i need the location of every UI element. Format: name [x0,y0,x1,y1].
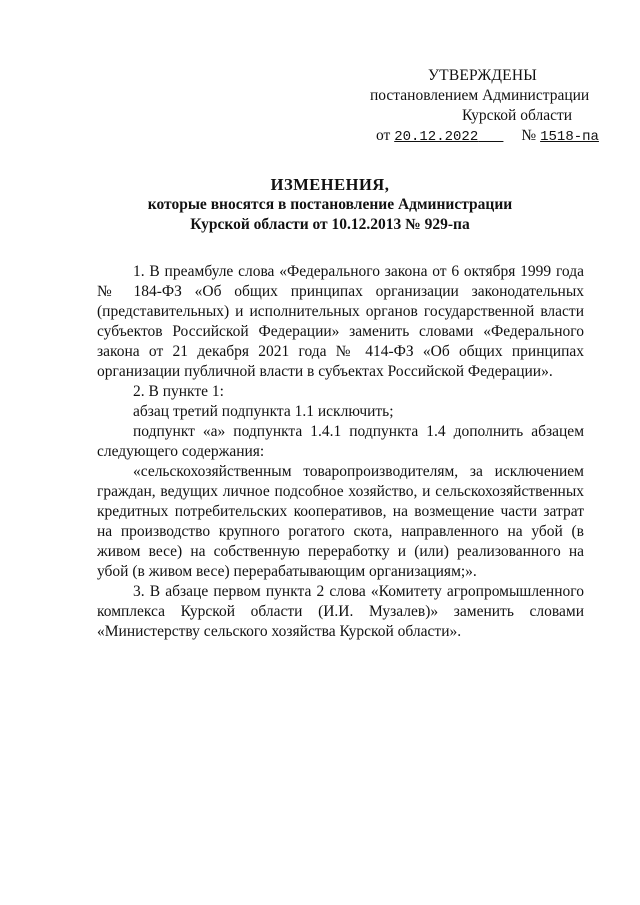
paragraph-5: «сельскохозяйственным товаропроизводителям, за исключением граждан, ведущих личное подсобное хозяйство, и сельскохозяйственных кредитных потребительских кооперативов, на возмещение части затрат на производство крупного рогатого скота, направленного на убой (в живом весе) на собственную переработку и (или) реализованного на убой (в живом весе) перерабатывающим организациям;». [97,463,584,580]
heading-title: ИЗМЕНЕНИЯ, [270,175,390,194]
approval-issuer: постановлением Администрации [370,87,590,104]
approval-title: УТВЕРЖДЕНЫ [428,67,537,84]
approval-number: 1518-па [540,129,599,145]
paragraph-2: 2. В пункте 1: [133,383,224,400]
document-heading [80,175,580,235]
paragraph-3: абзац третий подпункта 1.1 исключить; [133,403,394,420]
approval-date-number [360,126,600,147]
approval-region: Курской области [462,107,573,124]
heading-subtitle-line1: которые вносятся в постановление Администрации [147,196,513,213]
approval-from-label: от [376,127,391,144]
approval-date-underline [478,129,503,145]
document-body [97,262,584,642]
paragraph-6: 3. В абзаце первом пункта 2 слова «Комитету агропромышленного комплекса Курской области (И.И. Музалев)» заменить словами «Министерству сельского хозяйства Курской области». [97,583,584,640]
paragraph-1: 1. В преамбуле слова «Федерального закона от 6 октября 1999 года № 184-ФЗ «Об общих принципах организации законодательных (представительных) и исполнительных органов государственной власти субъектов Российской Федерации» заменить словами «Федерального закона от 21 декабря 2021 года № 414-ФЗ «Об общих принципах организации публичной власти в субъектах Российской Федерации». [97,263,584,380]
heading-subtitle-line2: Курской области от 10.12.2013 № 929-па [190,216,470,233]
paragraph-4: подпункт «а» подпункта 1.4.1 подпункта 1.4 дополнить абзацем следующего содержания: [97,423,584,460]
approval-block [360,66,600,147]
approval-date: 20.12.2022 [394,129,479,145]
approval-number-sign: № [521,127,537,144]
